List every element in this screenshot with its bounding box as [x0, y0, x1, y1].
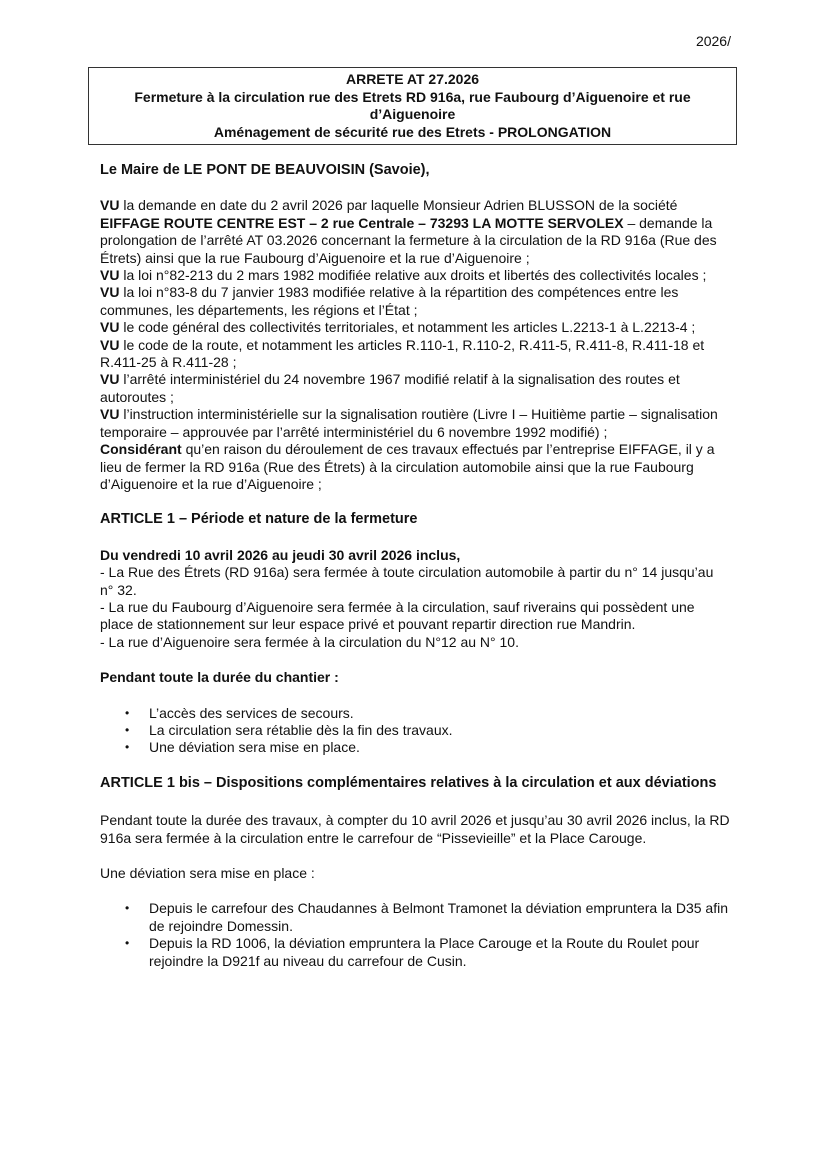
deviation-list: [100, 900, 730, 970]
consideration-6: VU l’arrêté interministériel du 24 novembre 1967 modifié relatif à la signalisation des routes et autoroutes ;: [100, 371, 680, 405]
document-reference: 2026/: [695, 33, 731, 49]
list-item: • La circulation sera rétablie dès la fin des travaux.: [125, 721, 453, 738]
bullet-icon: •: [125, 722, 130, 737]
consideration-4: VU le code général des collectivités territoriales, et notamment les articles L.2213-1 à L.2213-4 ;: [100, 319, 696, 336]
article-1-line: - La rue d’Aiguenoire sera fermée à la circulation du N°12 au N° 10.: [100, 633, 519, 650]
consideration-lead: VU: [100, 197, 120, 214]
bullet-icon: •: [125, 740, 130, 755]
list-item: • L’accès des services de secours.: [125, 704, 354, 721]
mayor-heading: Le Maire de LE PONT DE BEAUVOISIN (Savoie),: [100, 162, 430, 178]
decree-subject-line-1: Fermeture à la circulation rue des Etrets RD 916a, rue Faubourg d’Aiguenoire et rue: [134, 88, 691, 105]
consideration-2: VU la loi n°82-213 du 2 mars 1982 modifiée relative aux droits et libertés des collectivités locales ;: [100, 267, 707, 284]
list-item: • Depuis la RD 1006, la déviation empruntera la Place Carouge et la Route du Roulet pour rejoindre la D921f au niveau du carrefour de Cusin.: [125, 935, 700, 969]
bullet-icon: •: [125, 936, 130, 951]
decree-number: ARRETE AT 27.2026: [345, 71, 480, 87]
article-1-line: - La rue du Faubourg d’Aiguenoire sera fermée à la circulation, sauf riverains qui possèdent une place de stationnement sur leur espace privé et pouvant repartir direction rue Mandrin.: [100, 598, 695, 633]
article-1bis-heading: ARTICLE 1 bis – Dispositions complémentaires relatives à la circulation et aux déviations: [100, 774, 717, 791]
article-1bis-paragraph: Pendant toute la durée des travaux, à compter du 10 avril 2026 et jusqu’au 30 avril 2026 inclus, la RD 916a sera fermée à la circulation entre le carrefour de “Pissevieille” et la Place Carouge.: [100, 812, 730, 846]
company-name: EIFFAGE ROUTE CENTRE EST – 2 rue Centrale – 73293 LA MOTTE SERVOLEX: [100, 214, 624, 231]
title-box: [88, 67, 737, 145]
deviation-intro: Une déviation sera mise en place :: [100, 865, 315, 881]
article-1-line: - La Rue des Étrets (RD 916a) sera fermée à toute circulation automobile à partir du n° 14 jusqu’au n° 32.: [100, 564, 714, 598]
consideration-1: VU la demande en date du 2 avril 2026 par laquelle Monsieur Adrien BLUSSON de la société EIFFAGE ROUTE CENTRE EST – 2 rue Centrale – 73293 LA MOTTE SERVOLEX – demande la prolongation de l’arrêté AT 03.2026 concernant la fermeture à la circulation de la RD 916a (Rue des Étrets) ainsi que la rue Faubourg d’Aiguenoire et la rue d’Aiguenoire ;: [100, 197, 717, 266]
document-body: [100, 162, 730, 970]
consideration-7: VU l’instruction interministérielle sur la signalisation routière (Livre I – Huitième partie – signalisation temporaire – approuvée par l’arrêté interministériel du 6 novembre 1992 modifié) ;: [100, 406, 718, 440]
bullet-icon: •: [125, 901, 130, 916]
list-item: • Une déviation sera mise en place.: [125, 739, 360, 756]
article-1-period: Du vendredi 10 avril 2026 au jeudi 30 avril 2026 inclus,: [100, 546, 461, 563]
decree-subject-line-2: d’Aiguenoire: [369, 106, 456, 122]
consideration-3: VU la loi n°83-8 du 7 janvier 1983 modifiée relative à la répartition des compétences entre les communes, les départements, les régions et l’État ;: [100, 284, 679, 318]
bullet-icon: •: [125, 705, 130, 720]
list-item: • Depuis le carrefour des Chaudannes à Belmont Tramonet la déviation empruntera la D35 afin de rejoindre Domessin.: [125, 900, 728, 934]
during-works-list: [100, 705, 730, 757]
consideration-5: VU le code de la route, et notamment les articles R.110-1, R.110-2, R.411-5, R.411-8, R.411-18 et R.411-25 à R.411-28 ;: [100, 336, 705, 371]
decree-subject-line-3: Aménagement de sécurité rue des Etrets - PROLONGATION: [213, 123, 612, 140]
article-1-heading: ARTICLE 1 – Période et nature de la fermeture: [100, 511, 418, 528]
consideration-8: Considérant qu’en raison du déroulement de ces travaux effectués par l’entreprise EIFFAGE, il y a lieu de fermer la RD 916a (Rue des Étrets) à la circulation automobile ainsi que la rue Faubourg d’Aiguenoire et la rue d’Aiguenoire ;: [100, 441, 715, 492]
during-works-heading: Pendant toute la durée du chantier :: [100, 669, 339, 686]
